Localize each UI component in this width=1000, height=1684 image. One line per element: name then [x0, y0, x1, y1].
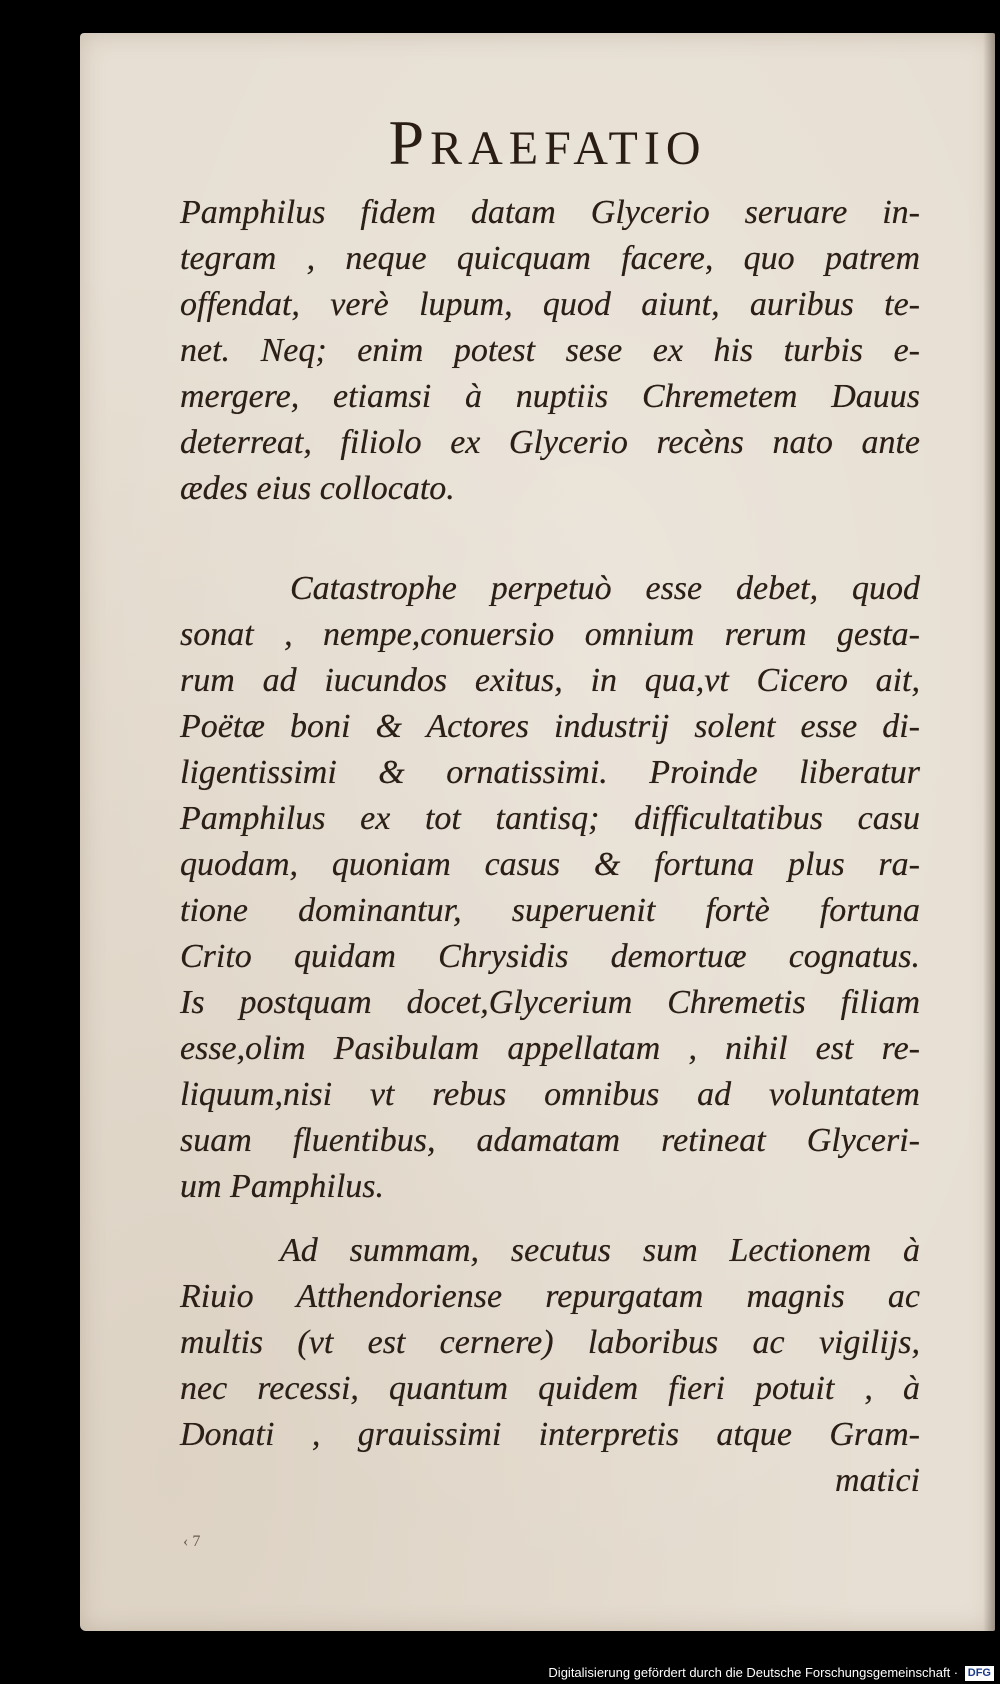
paragraph-3: [180, 1228, 920, 1504]
bottom-mark: ‹ 7: [183, 1533, 201, 1550]
text-line: Pamphilus ex tot tantisq; difficultatibus casu: [180, 800, 920, 837]
book-page: [80, 33, 995, 1631]
page-gutter-shadow: [983, 33, 995, 1631]
text-line: offendat, verè lupum, quod aiunt, auribus te-: [180, 286, 920, 323]
text-line: sonat , nempe,conuersio omnium rerum gesta-: [180, 616, 920, 653]
running-head: [90, 106, 1000, 180]
text-line: ædes eius collocato.: [180, 470, 455, 507]
footer-text: Digitalisierung gefördert durch die Deutsche Forschungsgemeinschaft ·: [548, 1665, 959, 1680]
text-line: mergere, etiamsi à nuptiis Chremetem Dauus: [180, 378, 920, 415]
text-line: Catastrophe perpetuò esse debet, quod: [290, 570, 920, 607]
text-line: um Pamphilus.: [180, 1168, 384, 1205]
text-line: rum ad iucundos exitus, in qua,vt Cicero ait,: [180, 662, 920, 699]
text-line: Crito quidam Chrysidis demortuæ cognatus.: [180, 938, 920, 975]
text-line: suam fluentibus, adamatam retineat Glyceri-: [180, 1122, 920, 1159]
text-line: esse,olim Pasibulam appellatam , nihil est re-: [180, 1030, 920, 1067]
text-line: quodam, quoniam casus & fortuna plus ra-: [180, 846, 920, 883]
text-line: tione dominantur, superuenit fortè fortuna: [180, 892, 920, 929]
text-line: Pamphilus fidem datam Glycerio seruare in-: [180, 194, 920, 231]
text-line: ligentissimi & ornatissimi. Proinde liberatur: [180, 754, 920, 791]
text-line: deterreat, filiolo ex Glycerio recèns nato ante: [180, 424, 920, 461]
text-line: Ad summam, secutus sum Lectionem à: [280, 1232, 920, 1269]
text-line: Donati , grauissimi interpretis atque Gram-: [180, 1416, 920, 1453]
running-head-text: PRAEFATIO: [388, 107, 707, 178]
text-line: tegram , neque quicquam facere, quo patrem: [180, 240, 920, 277]
text-line: multis (vt est cernere) laboribus ac vigilijs,: [180, 1324, 920, 1361]
text-line: Poëtæ boni & Actores industrij solent esse di-: [180, 708, 920, 745]
text-line: Riuio Atthendoriense repurgatam magnis ac: [180, 1278, 920, 1315]
text-line: nec recessi, quantum quidem fieri potuit , à: [180, 1370, 920, 1407]
paragraph-1: [180, 190, 920, 512]
text-line: Is postquam docet,Glycerium Chremetis filiam: [180, 984, 920, 1021]
footer-credit: [548, 1662, 1000, 1684]
text-line: net. Neq; enim potest sese ex his turbis e-: [180, 332, 920, 369]
paragraph-2: [180, 566, 920, 1210]
text-line: liquum,nisi vt rebus omnibus ad voluntatem: [180, 1076, 920, 1113]
dfg-logo: DFG: [965, 1666, 994, 1681]
catchword: matici: [835, 1462, 920, 1499]
